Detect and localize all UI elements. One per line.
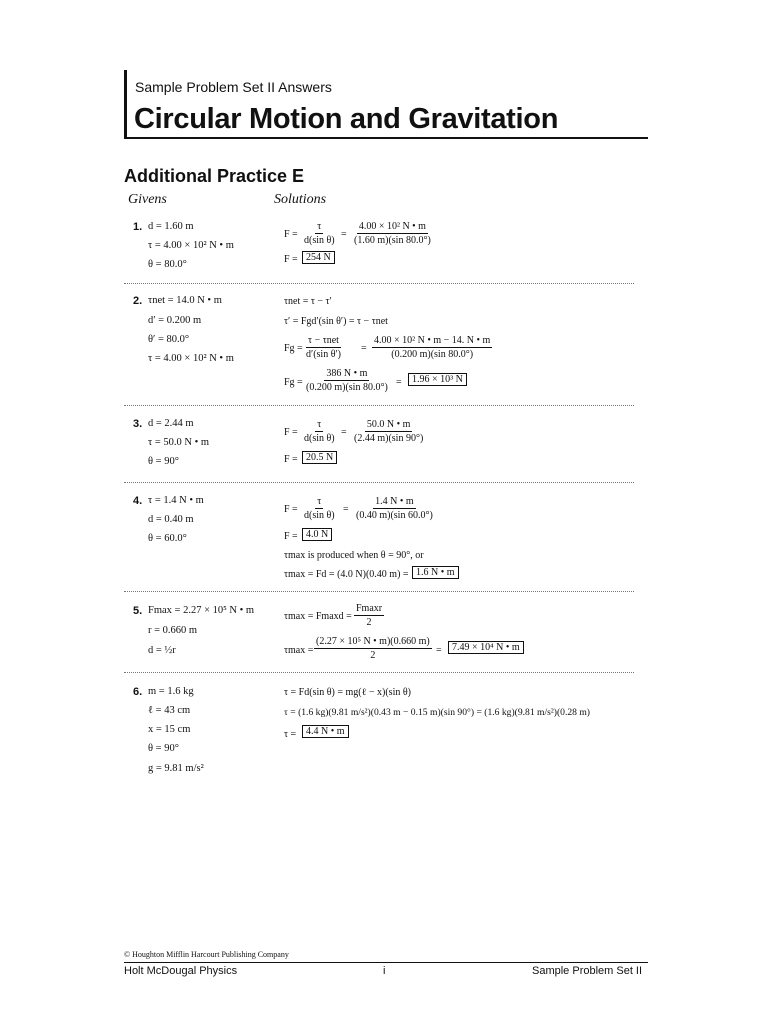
answer-lhs: F = bbox=[284, 254, 298, 265]
given: x = 15 cm bbox=[148, 724, 191, 735]
problem-number: 2. bbox=[133, 295, 143, 307]
answer-lhs: F = bbox=[284, 531, 298, 542]
copyright-notice: © Houghton Mifflin Harcourt Publishing Company bbox=[124, 950, 289, 959]
header-rule bbox=[124, 137, 648, 139]
eq-lhs: Fg = bbox=[284, 377, 303, 388]
fraction: $\frac{386 N • m}{(0.200 m)(\sin 80.0^\circ)}$ bbox=[306, 368, 388, 393]
given: θ = 80.0° bbox=[148, 259, 187, 270]
page-subtitle: Sample Problem Set II Answers bbox=[135, 79, 332, 95]
solution-line: τ = (1.6 kg)(9.81 m/s²)(0.43 m − 0.15 m)(sin 90°) = (1.6 kg)(9.81 m/s²)(0.28 m) bbox=[284, 707, 590, 718]
eq-equals: = bbox=[436, 645, 442, 656]
given: θ = 60.0° bbox=[148, 533, 187, 544]
given: τ = 4.00 × 10² N • m bbox=[148, 240, 234, 251]
given: r = 0.660 m bbox=[148, 625, 198, 636]
given: d′ = 0.200 m bbox=[148, 315, 202, 326]
fraction: $\frac{1.4 N • m}{(0.40 m)(\sin 60.0^\circ)}$ bbox=[356, 496, 433, 521]
answer-box: 254 N bbox=[302, 251, 335, 264]
separator bbox=[124, 672, 634, 673]
given: d = 2.44 m bbox=[148, 418, 194, 429]
given: τ = 50.0 N • m bbox=[148, 437, 210, 448]
footer-book-title: Holt McDougal Physics bbox=[124, 965, 238, 977]
fraction: $\frac{\tau}{\text{d(sin θ)}}$ bbox=[304, 496, 335, 521]
answer-box: 1.96 × 10³ N bbox=[408, 373, 467, 386]
given: τnet = 14.0 N • m bbox=[148, 295, 222, 306]
answer-lhs: F = bbox=[284, 454, 298, 465]
solution-line: τ = Fd(sin θ) = mg(ℓ − x)(sin θ) bbox=[284, 687, 411, 698]
separator bbox=[124, 283, 634, 284]
fraction: $\frac{\text{(2.27 × 10⁵ N • m)(0.660 m)}}{2}$ bbox=[316, 636, 430, 661]
solutions-column-label: Solutions bbox=[274, 192, 327, 207]
given: τ = 1.4 N • m bbox=[148, 495, 204, 506]
answer-lhs: τ = bbox=[284, 729, 297, 740]
eq-lhs: τmax = Fmaxd = bbox=[284, 611, 352, 622]
answer-box: 7.49 × 10⁴ N • m bbox=[448, 641, 524, 654]
fraction: Fmaxr 2 bbox=[356, 603, 383, 628]
given: Fmax = 2.27 × 10⁵ N • m bbox=[148, 605, 255, 616]
given: θ = 90° bbox=[148, 456, 179, 467]
fraction: τ − τnet d′(sin θ′) bbox=[306, 335, 341, 360]
eq-lhs: F = bbox=[284, 427, 298, 438]
given: d = 0.40 m bbox=[148, 514, 194, 525]
eq-equals: = bbox=[341, 229, 347, 240]
given: θ = 90° bbox=[148, 743, 179, 754]
given: d = 1.60 m bbox=[148, 221, 194, 232]
fraction: $\frac{\tau}{\text{d(sin θ)}}$ bbox=[304, 419, 335, 444]
answer-box: 4.4 N • m bbox=[302, 725, 349, 738]
fraction: $\frac{50.0 N • m}{(2.44 m)(\sin 90^\circ)}$ bbox=[354, 419, 424, 444]
eq-lhs: F = bbox=[284, 229, 298, 240]
page-title: Circular Motion and Gravitation bbox=[134, 103, 559, 135]
solution-line: τ′ = Fgd′(sin θ′) = τ − τnet bbox=[284, 316, 388, 327]
given: d = ½r bbox=[148, 645, 176, 656]
solution-line: τmax is produced when θ = 90°, or bbox=[284, 550, 424, 561]
fraction: $\frac{\tau}{\text{d(sin θ)}}$ bbox=[304, 221, 335, 246]
given: τ = 4.00 × 10² N • m bbox=[148, 353, 234, 364]
eq-equals: = bbox=[396, 377, 402, 388]
solution-line: τmax = Fd = (4.0 N)(0.40 m) = bbox=[284, 569, 409, 580]
problem-number: 1. bbox=[133, 221, 143, 233]
eq-lhs: Fg = bbox=[284, 343, 303, 354]
eq-equals: = bbox=[361, 343, 367, 354]
eq-equals: = bbox=[343, 504, 349, 515]
eq-equals: = bbox=[341, 427, 347, 438]
given: g = 9.81 m/s² bbox=[148, 763, 204, 774]
footer-page-number: i bbox=[383, 965, 386, 977]
footer-rule bbox=[124, 962, 648, 963]
separator bbox=[124, 482, 634, 483]
given: ℓ = 43 cm bbox=[148, 705, 191, 716]
problem-number: 4. bbox=[133, 495, 143, 507]
problem-number: 3. bbox=[133, 418, 143, 430]
problem-number: 5. bbox=[133, 605, 143, 617]
fraction: $\frac{\text{4.00 × 10² N • m}}{(1.60 m)(\sin 80.0^\circ)}$ bbox=[354, 221, 431, 246]
given: m = 1.6 kg bbox=[148, 686, 194, 697]
givens-column-label: Givens bbox=[128, 192, 167, 207]
eq-lhs: F = bbox=[284, 504, 298, 515]
footer-section-title: Sample Problem Set II bbox=[532, 965, 643, 977]
answer-box: 4.0 N bbox=[302, 528, 332, 541]
separator bbox=[124, 591, 634, 592]
header-bar bbox=[124, 70, 127, 138]
eq-lhs: τmax = bbox=[284, 645, 314, 656]
fraction: $\frac{\text{4.00 × 10² N • m − 14. N • m}}{(0.200 m)(\sin 80.0^\circ)}$ bbox=[374, 335, 491, 360]
answer-box: 20.5 N bbox=[302, 451, 337, 464]
solution-line: τnet = τ − τ′ bbox=[284, 296, 332, 307]
separator bbox=[124, 405, 634, 406]
problem-number: 6. bbox=[133, 686, 143, 698]
given: θ′ = 80.0° bbox=[148, 334, 190, 345]
answer-box: 1.6 N • m bbox=[412, 566, 459, 579]
section-heading: Additional Practice E bbox=[124, 166, 305, 186]
